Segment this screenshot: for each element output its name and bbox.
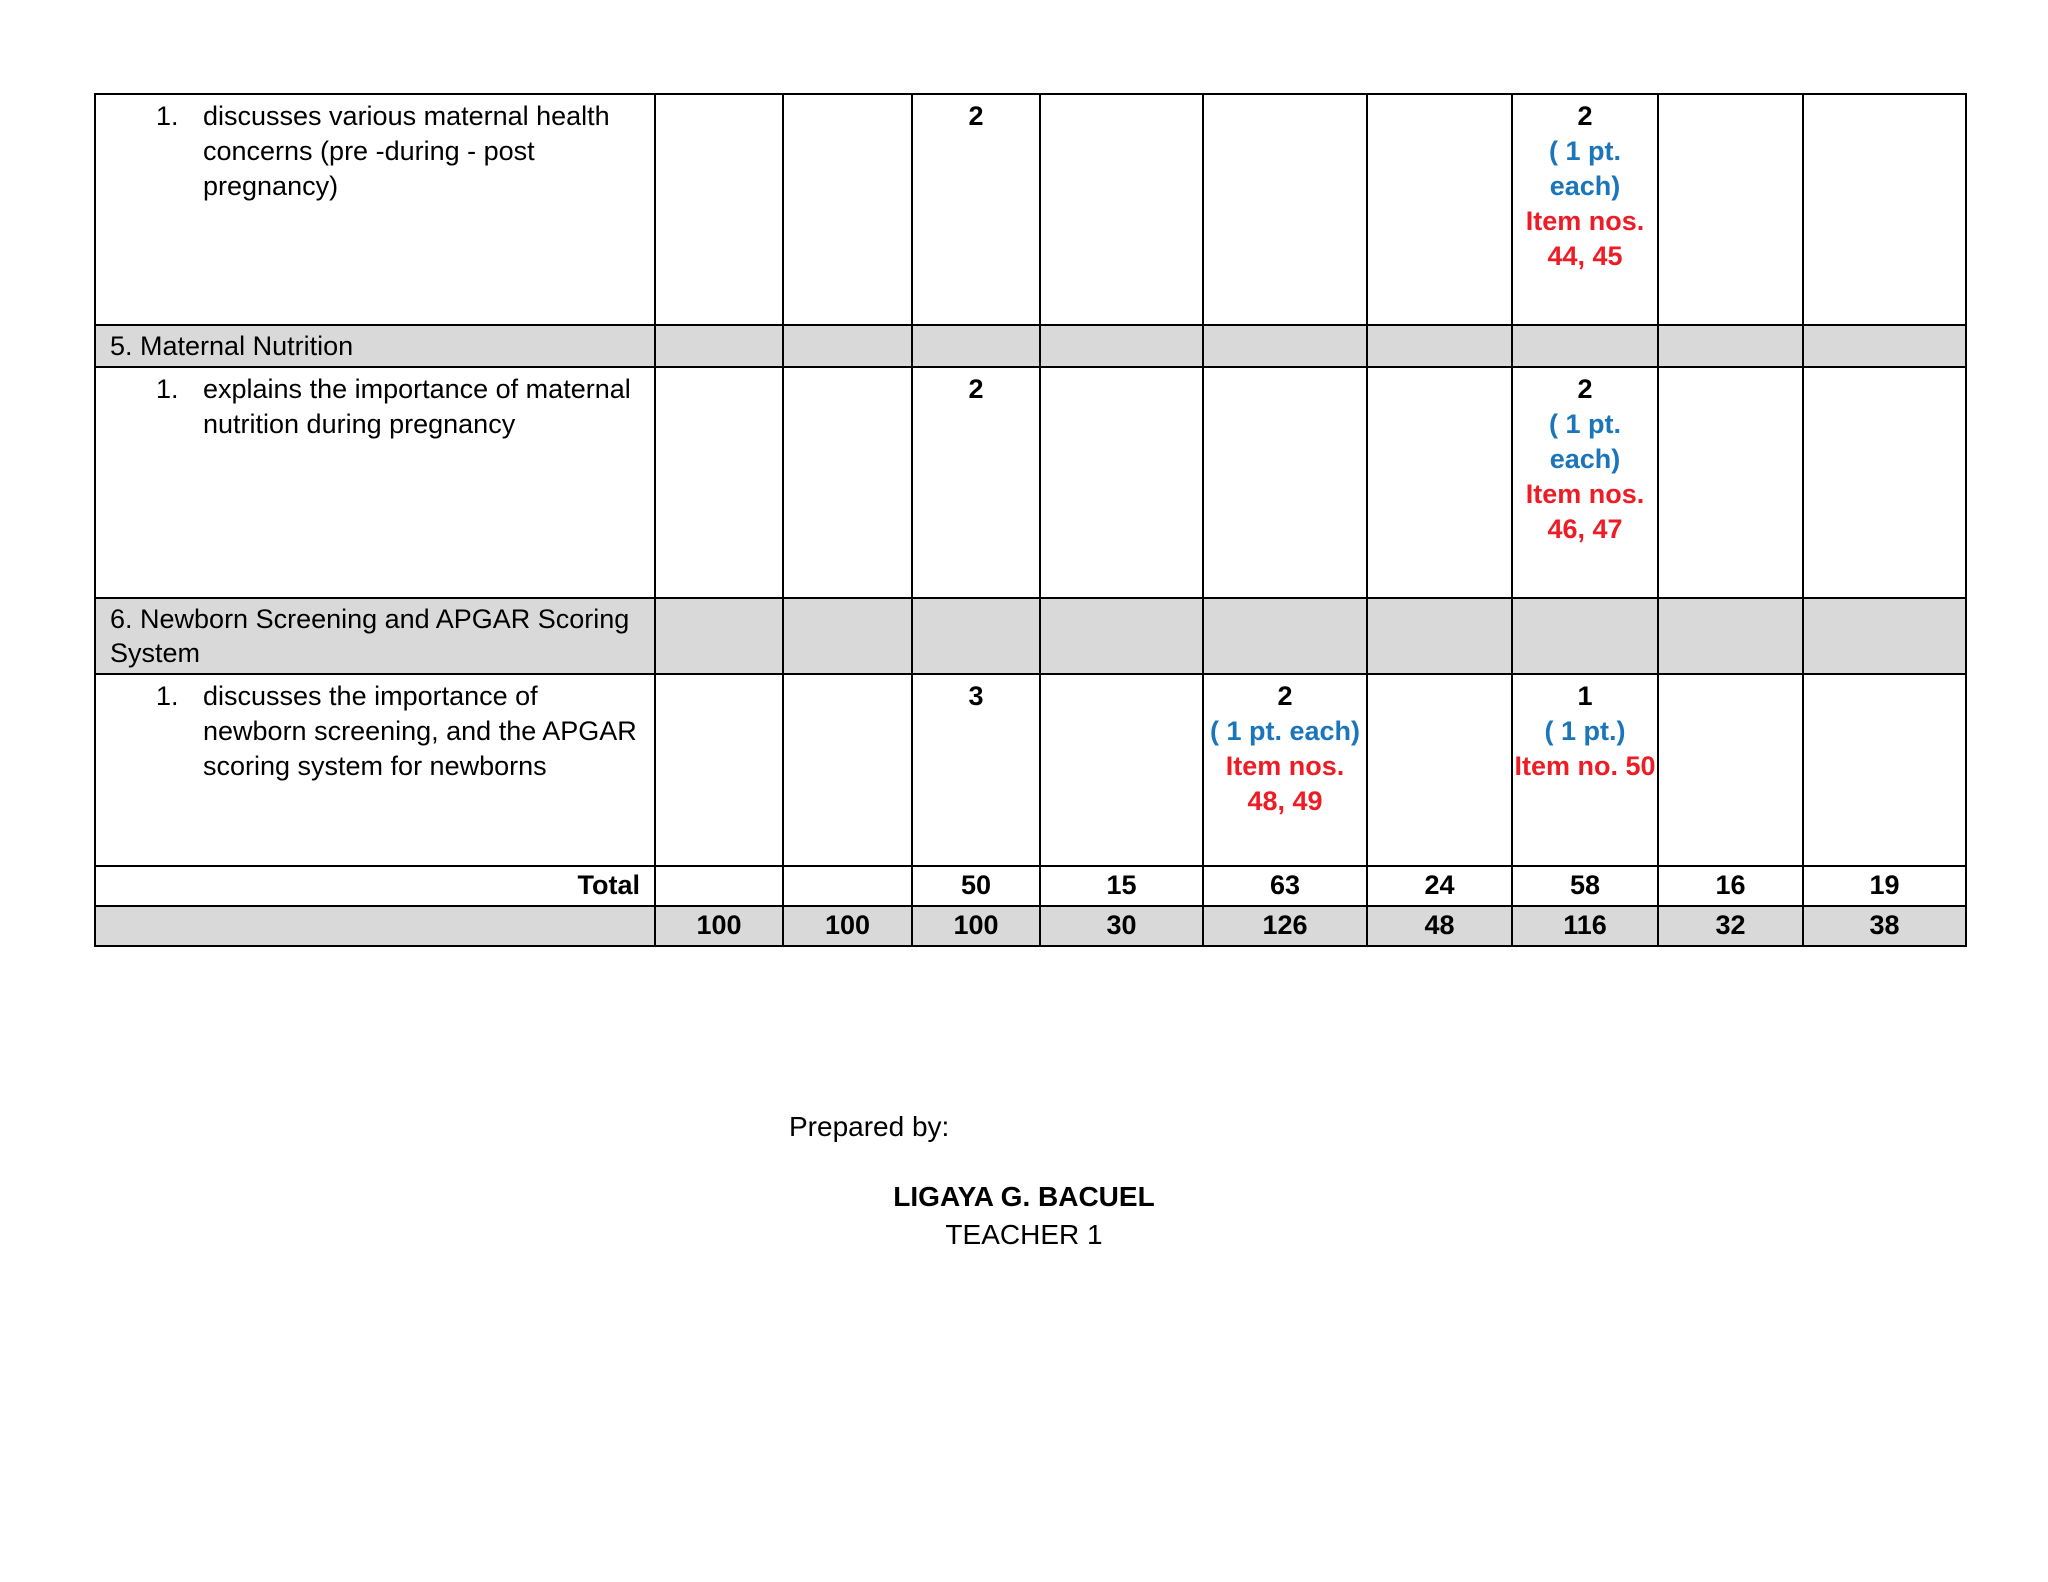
percent-value: 100 <box>912 906 1040 946</box>
table-cell <box>1658 367 1803 598</box>
item-numbers: Item nos. 48, 49 <box>1225 751 1345 816</box>
competency-text: explains the importance of maternal nutrition during pregnancy <box>203 374 631 439</box>
cell-value: 2 <box>968 101 984 131</box>
competency-number: 1. <box>156 681 179 711</box>
total-label: Total <box>95 866 655 906</box>
table-cell <box>655 674 783 866</box>
table-cell <box>1658 94 1803 325</box>
table-row <box>95 94 1966 325</box>
table-cell <box>912 367 1040 598</box>
competency-cell <box>95 367 655 598</box>
preparer-title: TEACHER 1 <box>945 1219 1103 1250</box>
table-row <box>95 367 1966 598</box>
competency-cell <box>95 674 655 866</box>
cell-value: 1 <box>1577 681 1593 711</box>
points-note: ( 1 pt. each) <box>1549 409 1621 474</box>
table-cell <box>1803 367 1966 598</box>
competency-text: discusses the importance of newborn screening, and the APGAR scoring system for newborns <box>203 681 637 781</box>
total-value: 63 <box>1203 866 1367 906</box>
cell-value: 2 <box>968 374 984 404</box>
total-value <box>655 866 783 906</box>
total-value: 16 <box>1658 866 1803 906</box>
percent-value: 38 <box>1803 906 1966 946</box>
table-cell <box>1367 367 1512 598</box>
percent-value: 100 <box>783 906 912 946</box>
points-note: ( 1 pt. each) <box>1209 716 1361 746</box>
percent-value: 30 <box>1040 906 1203 946</box>
prepared-by-label: Prepared by: <box>789 1111 950 1142</box>
table-cell <box>1203 94 1367 325</box>
preparer-name: LIGAYA G. BACUEL <box>893 1181 1155 1212</box>
total-value: 24 <box>1367 866 1512 906</box>
section-row <box>95 598 1966 674</box>
table-cell <box>912 94 1040 325</box>
table-cell <box>1512 367 1658 598</box>
table-row <box>95 674 1966 866</box>
table-cell <box>1040 674 1203 866</box>
competency-number: 1. <box>156 101 179 131</box>
section-label: 6. Newborn Screening and APGAR Scoring System <box>95 598 655 674</box>
total-value: 15 <box>1040 866 1203 906</box>
table-cell <box>1040 94 1203 325</box>
table-cell <box>1203 367 1367 598</box>
table-cell <box>1203 674 1367 866</box>
table-cell <box>1040 367 1203 598</box>
percent-value: 100 <box>655 906 783 946</box>
percent-row <box>95 906 1966 946</box>
table-cell <box>655 94 783 325</box>
section-row <box>95 325 1966 367</box>
table-cell <box>1367 94 1512 325</box>
table-cell <box>1803 674 1966 866</box>
percent-value: 116 <box>1512 906 1658 946</box>
cell-value: 2 <box>1277 681 1293 711</box>
table-cell <box>655 367 783 598</box>
percent-value: 126 <box>1203 906 1367 946</box>
table-cell <box>1512 94 1658 325</box>
cell-value: 3 <box>968 681 984 711</box>
cell-value: 2 <box>1577 374 1593 404</box>
table-cell <box>783 367 912 598</box>
percent-value: 32 <box>1658 906 1803 946</box>
table-cell <box>1367 674 1512 866</box>
competency-number: 1. <box>156 374 179 404</box>
total-value: 58 <box>1512 866 1658 906</box>
table-cell <box>1658 674 1803 866</box>
total-row <box>95 866 1966 906</box>
item-numbers: Item nos. 44, 45 <box>1525 206 1645 271</box>
section-label: 5. Maternal Nutrition <box>95 325 655 367</box>
table-cell <box>1512 674 1658 866</box>
table-cell <box>783 674 912 866</box>
total-value: 19 <box>1803 866 1966 906</box>
competency-cell <box>95 94 655 325</box>
table-cell <box>912 674 1040 866</box>
percent-value: 48 <box>1367 906 1512 946</box>
competency-text: discusses various maternal health concerns (pre -during - post pregnancy) <box>203 101 610 201</box>
points-note: ( 1 pt.) <box>1544 716 1626 746</box>
points-note: ( 1 pt. each) <box>1549 136 1621 201</box>
item-numbers: Item nos. 46, 47 <box>1525 479 1645 544</box>
cell-value: 2 <box>1577 101 1593 131</box>
total-value: 50 <box>912 866 1040 906</box>
table-of-specifications <box>94 93 1967 947</box>
table-cell <box>1803 94 1966 325</box>
item-numbers: Item no. 50 <box>1514 751 1656 781</box>
table-cell <box>783 94 912 325</box>
total-value <box>783 866 912 906</box>
